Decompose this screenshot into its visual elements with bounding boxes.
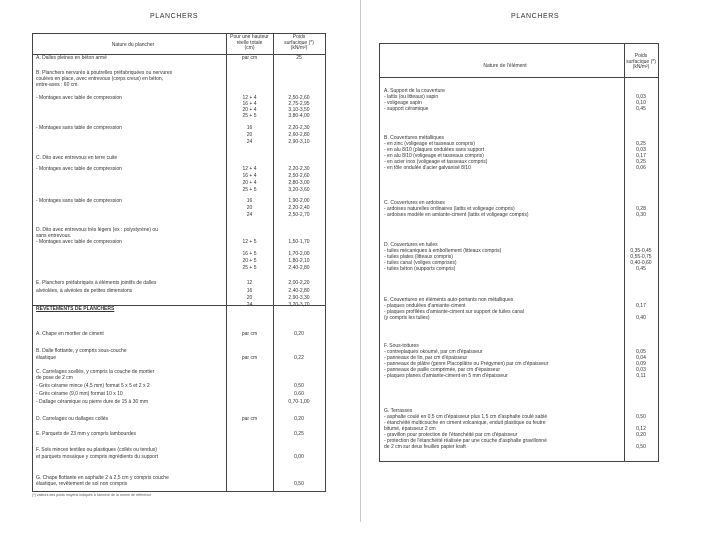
row-height: par cm [241, 355, 258, 361]
row-label: - tuiles canal (voliges comprises) [384, 260, 457, 266]
row-label: - en alu 8/10 (plaques ondulées sans support [384, 147, 485, 153]
row-weight: 2,90-3,10 [288, 139, 310, 145]
row-label: A. Support de la couverture [384, 88, 445, 94]
row-weight: 2,20-2,30 [288, 125, 310, 131]
row-label: D. Couvertures en tuiles [384, 242, 438, 248]
row-weight: 1,90-2,00 [288, 198, 310, 204]
row-label: F. Sous-toitures [384, 343, 419, 349]
row-label: - support céramique [384, 106, 429, 112]
row-height: 16 [246, 125, 253, 131]
row-height: 25 + 5 [242, 265, 257, 271]
row-weight: 2,40-2,80 [288, 265, 310, 271]
row-label: C. Carrelages scellés, y compris la couche de mortier [36, 369, 155, 375]
page-separator [360, 0, 361, 540]
row-label: D. Carrelages ou dallages collés [36, 416, 108, 422]
row-weight: 0,40 [636, 315, 646, 321]
left-header-poids: Poids surfacique (*) (kN/m²) [284, 34, 314, 52]
row-label: bitumé, épaisseur 2 cm [384, 426, 436, 432]
row-label: - Grès cérame mince (4,5 mm) format 5 x 5 et 2 x 2 [36, 383, 150, 389]
row-weight: 0,20 [636, 432, 646, 438]
row-weight: 0,25 [294, 431, 304, 437]
row-label: - gravillon pour protection de l'étanchéité par cm d'épaisseur [384, 432, 518, 438]
left-footnote: (*) valeurs des poids moyens indiqués à l'annexe de la norme de référence [32, 493, 152, 497]
left-table [32, 33, 326, 492]
row-label: - en tôle ondulée d'acier galvanisé 8/10 [384, 165, 471, 171]
row-label: G. Chape flottante en asphalte 2 à 2,5 cm y compris couche [36, 475, 169, 481]
row-label: E. Parquets de 23 mm y compris lambourdes [36, 431, 137, 437]
row-label: - lattis (ou litteaux) sapin [384, 94, 439, 100]
row-label: C. Dito avec entrevous en terre cuite [36, 155, 118, 161]
row-weight: 2,90-3,30 [288, 295, 310, 301]
row-weight: 2,50-2,60 [288, 173, 310, 179]
row-weight: 0,30 [636, 212, 646, 218]
row-label: alvéolées, à alvéoles de petites dimensions [36, 288, 133, 294]
row-label: D. Dito avec entrevous très légers (ex : polystyrène) ou [36, 227, 158, 233]
row-weight: 0,50 [636, 444, 646, 450]
row-height: par cm [241, 416, 258, 422]
row-height: 24 [246, 212, 253, 218]
row-weight: 0,25 [636, 141, 646, 147]
row-weight: 2,50-2,70 [288, 212, 310, 218]
row-weight: 0,09 [636, 361, 646, 367]
row-weight: 0,50 [294, 481, 304, 487]
row-weight: 0,45 [636, 266, 646, 272]
row-weight: 1,50-1,70 [288, 239, 310, 245]
row-label: - ardoises naturelles ordinaires (lattis et voligeage compris) [384, 206, 515, 212]
row-label: - Montages avec table de compression [36, 95, 122, 101]
row-height: 16 + 4 [242, 101, 257, 107]
row-weight: 0,50 [294, 383, 304, 389]
row-weight: 0,45 [636, 106, 646, 112]
row-label: C. Couvertures en ardoises [384, 200, 445, 206]
row-weight: 3,80-4,00 [288, 113, 310, 119]
row-weight: 0,70-1,00 [288, 399, 310, 405]
row-height: 25 + 5 [242, 187, 257, 193]
row-weight: 2,20-2,40 [288, 205, 310, 211]
row-height: 12 + 5 [242, 239, 257, 245]
row-label: - plaques planes d'amiante-ciment en 5 mm d'épaisseur [384, 373, 508, 379]
row-weight: 0,12 [636, 426, 646, 432]
left-header-nature: Nature du plancher [111, 42, 155, 48]
row-weight: 0,22 [294, 355, 304, 361]
row-weight: 0,40-0,60 [630, 260, 652, 266]
row-label: - tuiles mécaniques à emboîtement (litteaux compris) [384, 248, 502, 254]
row-height: 16 [246, 198, 253, 204]
row-weight: 0,03 [636, 367, 646, 373]
left-header-hauteur: Pour une hauteur réelle totale (cm) [230, 34, 269, 52]
row-weight: 2,00-2,20 [288, 280, 310, 286]
row-label: - Montages sans table de compression [36, 198, 122, 204]
row-weight: 0,35-0,45 [630, 248, 652, 254]
bottom-margin [0, 522, 720, 540]
row-label: E. Couvertures en éléments auto-portants non métalliques [384, 297, 514, 303]
row-weight: 0,17 [636, 303, 646, 309]
row-height: 16 [246, 288, 253, 294]
row-label: - panneaux de plâtre (genre Placoplâtre ou Prégymen) par cm d'épaisseur [384, 361, 549, 367]
row-label: B. Planchers nervurés à poutrelles préfabriquées ou nervures [36, 70, 173, 76]
row-label: coulées en place, avec entrevous (corps creux) en béton, [36, 76, 164, 82]
row-weight: 0,60 [294, 391, 304, 397]
row-weight: 0,05 [636, 349, 646, 355]
row-label: entre-axes : 60 cm. [36, 82, 79, 88]
row-height: 20 + 4 [242, 180, 257, 186]
row-label: - protection de l'étanchéité réalisée par une couche d'asphalte gravillonné [384, 438, 547, 444]
row-label: - panneaux de paille comprimée, par cm d'épaisseur [384, 367, 501, 373]
row-label: - tuiles béton (supports compris) [384, 266, 456, 272]
row-label: A. Chape en mortier de ciment [36, 331, 104, 337]
left-section-divider [33, 305, 325, 306]
row-label: (y compris les tuiles) [384, 315, 430, 321]
row-height: par cm [241, 55, 258, 61]
left-page-title: PLANCHERS [150, 13, 199, 20]
row-height: 12 + 4 [242, 95, 257, 101]
row-weight: 2,80-3,00 [288, 180, 310, 186]
row-weight: 1,80-2,10 [288, 258, 310, 264]
row-height: 25 + 5 [242, 113, 257, 119]
row-weight: 0,04 [636, 355, 646, 361]
row-weight: 0,06 [636, 165, 646, 171]
row-weight: 0,17 [636, 153, 646, 159]
row-label: - Montages avec table de compression [36, 166, 122, 172]
row-weight: 0,00 [294, 454, 304, 460]
row-label: - en alu 8/10 (voligeage et tasseaux compris) [384, 153, 484, 159]
row-label: - plaques profilées d'amiante-ciment sur support de tuiles canal [384, 309, 524, 315]
row-weight: 0,28 [636, 206, 646, 212]
right-header-poids: Poids surfacique (*) (kN/m²) [626, 53, 656, 71]
row-label: REVÊTEMENTS DE PLANCHERS [36, 306, 115, 312]
row-height: 20 [246, 205, 253, 211]
row-label: A. Dalles pleines en béton armé [36, 55, 107, 61]
right-page-title: PLANCHERS [511, 13, 560, 20]
row-label: G. Terrasses [384, 408, 413, 414]
row-label: F. Sols minces textiles ou plastiques (collés ou tendus) [36, 447, 157, 453]
row-weight: 0,11 [636, 373, 646, 379]
row-label: - voligeage sapin [384, 100, 422, 106]
row-weight: 0,03 [636, 147, 646, 153]
row-height: par cm [241, 331, 258, 337]
row-height: 24 [246, 139, 253, 145]
right-table [379, 43, 659, 462]
row-weight: 3,20-3,70 [288, 302, 310, 308]
row-weight: 0,20 [294, 416, 304, 422]
row-weight: 2,50-2,60 [288, 95, 310, 101]
row-height: 12 [246, 280, 253, 286]
row-label: - ardoises modèle en amiante-ciment (lattis et voligeage compris) [384, 212, 529, 218]
row-weight: 3,20-3,60 [288, 187, 310, 193]
row-label: et parquets mosaïque y compris ingrédients du support [36, 454, 159, 460]
row-label: sans entrevous. [36, 233, 72, 239]
row-label: - plaques ondulées d'amiante-ciment [384, 303, 466, 309]
row-weight: 2,60-2,80 [288, 132, 310, 138]
row-weight: 2,40-2,80 [288, 288, 310, 294]
row-label: - panneaux de lin, par cm d'épaisseur [384, 355, 468, 361]
row-label: - Montages sans table de compression [36, 125, 122, 131]
row-weight: 2,20-2,30 [288, 166, 310, 172]
row-height: 20 + 5 [242, 258, 257, 264]
row-label: - Dallage céramique ou pierre dure de 15 à 30 mm [36, 399, 149, 405]
right-header-nature: Nature de l'élément [483, 63, 527, 69]
row-label: B. Couvertures métalliques [384, 135, 445, 141]
row-label: de pose de 2 cm [36, 375, 73, 381]
row-label: élastique, revêtement de sol non compris [36, 481, 128, 487]
row-weight: 0,50 [636, 414, 646, 420]
row-weight: 0,25 [636, 159, 646, 165]
row-label: - Grès cérame (9,0 mm) format 10 x 10 [36, 391, 123, 397]
row-weight: 25 [296, 55, 302, 61]
row-label: de 2 cm sur deux feuilles papier kraft [384, 444, 466, 450]
row-weight: 1,70-2,00 [288, 251, 310, 257]
row-label: - asphalte coulé en 0,5 cm d'épaisseur plus 1,5 cm d'asphalte coulé sablé [384, 414, 548, 420]
row-weight: 0,20 [294, 331, 304, 337]
row-weight: 0,03 [636, 94, 646, 100]
row-label: - contreplaqués okoumé, par cm d'épaisseur [384, 349, 483, 355]
row-label: E. Planchers préfabriqués à éléments jointifs de dalles [36, 280, 157, 286]
row-height: 16 + 5 [242, 251, 257, 257]
right-header-divider [380, 77, 658, 78]
row-label: élastique [36, 355, 57, 361]
row-weight: 0,10 [636, 100, 646, 106]
row-height: 20 [246, 132, 253, 138]
row-weight: 0,55-0,75 [630, 254, 652, 260]
row-label: - en zinc (voligeage et tasseaux compris) [384, 141, 475, 147]
row-height: 24 [246, 302, 253, 308]
row-height: 20 + 4 [242, 107, 257, 113]
row-height: 16 + 4 [242, 173, 257, 179]
row-label: - en acier inox (voligeage et tasseaux compris) [384, 159, 488, 165]
row-label: - tuiles plates (litteaux compris) [384, 254, 453, 260]
row-weight: 3,10-3,50 [288, 107, 310, 113]
row-label: - Montages avec table de compression [36, 239, 122, 245]
row-height: 20 [246, 295, 253, 301]
row-label: - étanchéité multicouche en ciment volcanique, enduit plastique ou feutre [384, 420, 546, 426]
row-height: 12 + 4 [242, 166, 257, 172]
row-weight: 2,75-2,95 [288, 101, 310, 107]
row-label: B. Dalle flottante, y compris sous-couche [36, 348, 127, 354]
